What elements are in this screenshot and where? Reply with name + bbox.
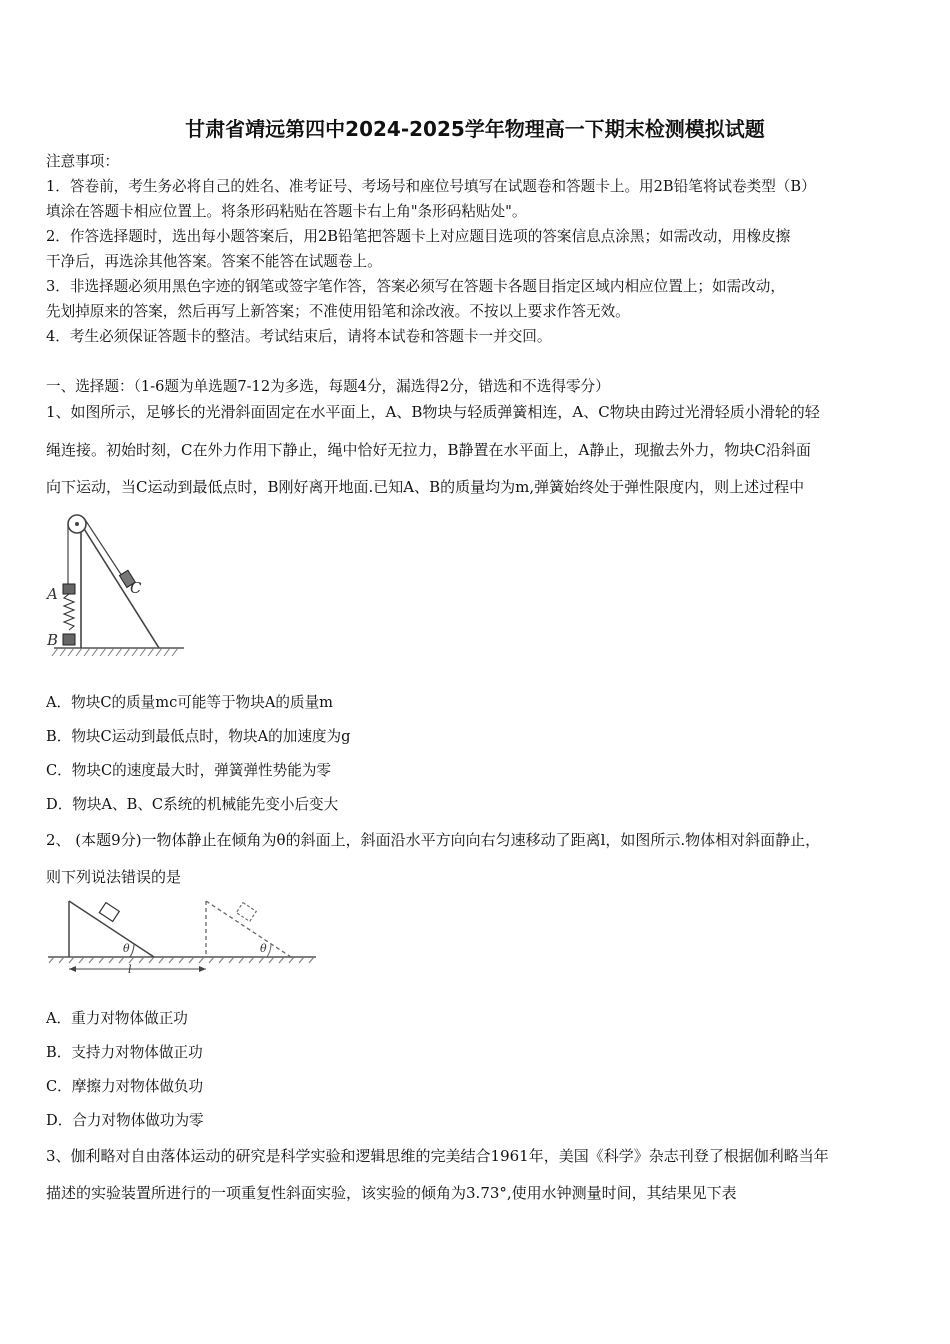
- notice-heading: 注意事项：: [46, 153, 119, 170]
- q2-option-c: C．摩擦力对物体做负功: [46, 1078, 204, 1095]
- label-B: B: [47, 631, 59, 649]
- label-theta-1: θ: [123, 942, 130, 955]
- q1-option-c: C．物块C的速度最大时，弹簧弹性势能为零: [46, 762, 332, 779]
- q1-option-a: A．物块C的质量mc可能等于物块A的质量m: [46, 694, 334, 711]
- page-title: 甘肃省靖远第四中2024-2025学年物理高一下期末检测模拟试题: [185, 117, 765, 141]
- q1-line-3: 向下运动，当C运动到最低点时，B刚好离开地面.已知A、B的质量均为m,弹簧始终处于弹性限度内，则上述过程中: [46, 478, 805, 496]
- notice-line-7: 4．考生必须保证答题卡的整洁。考试结束后，请将本试卷和答题卡一并交回。: [46, 328, 552, 345]
- notice-line-1: 1．答卷前，考生务必将自己的姓名、准考证号、考场号和座位号填写在试题卷和答题卡上。用2B铅笔将试卷类型（B）: [46, 178, 816, 195]
- notice-line-6: 先划掉原来的答案，然后再写上新答案；不准使用铅笔和涂改液。不按以上要求作答无效。: [46, 303, 630, 320]
- q1-line-2: 绳连接。初始时刻，C在外力作用下静止，绳中恰好无拉力，B静置在水平面上，A静止，现撤去外力，物块C沿斜面: [46, 441, 811, 459]
- q1-figure-incline-pulley: [44, 510, 189, 660]
- q3-line-1: 3、伽利略对自由落体运动的研究是科学实验和逻辑思维的完美结合1961年，美国《科学》杂志刊登了根据伽利略当年: [46, 1147, 829, 1165]
- q2-option-a: A．重力对物体做正功: [46, 1010, 188, 1027]
- q2-line-2: 则下列说法错误的是: [46, 868, 182, 886]
- q1-line-1: 1、如图所示，足够长的光滑斜面固定在水平面上，A、B物块与轻质弹簧相连，A、C物块由跨过光滑轻质小滑轮的轻: [46, 403, 820, 421]
- notice-line-4: 干净后，再选涂其他答案。答案不能答在试题卷上。: [46, 253, 382, 270]
- notice-line-2: 填涂在答题卡相应位置上。将条形码粘贴在答题卡右上角"条形码粘贴处"。: [46, 203, 527, 220]
- q2-option-b: B．支持力对物体做正功: [46, 1044, 203, 1061]
- label-l: l: [128, 963, 132, 976]
- label-theta-2: θ: [260, 942, 267, 955]
- label-A: A: [47, 585, 58, 603]
- notice-line-3: 2．作答选择题时，选出每小题答案后，用2B铅笔把答题卡上对应题目选项的答案信息点涂黑；如需改动，用橡皮擦: [46, 228, 791, 245]
- notice-line-5: 3．非选择题必须用黑色字迹的钢笔或签字笔作答，答案必须写在答题卡各题目指定区域内相应位置上；如需改动，: [46, 278, 785, 295]
- q1-option-b: B．物块C运动到最低点时，物块A的加速度为g: [46, 728, 351, 745]
- q1-option-d: D．物块A、B、C系统的机械能先变小后变大: [46, 796, 339, 813]
- label-C: C: [130, 579, 142, 597]
- section-heading: 一、选择题：（1-6题为单选题7-12为多选，每题4分，漏选得2分，错选和不选得零分）: [46, 378, 610, 395]
- q2-line-1: 2、 (本题9分)一物体静止在倾角为θ的斜面上，斜面沿水平方向向右匀速移动了距离l，如图所示.物体相对斜面静止，: [46, 831, 821, 849]
- q2-figure-moving-incline: [44, 895, 324, 980]
- q3-line-2: 描述的实验装置所进行的一项重复性斜面实验，该实验的倾角为3.73°,使用水钟测量时间，其结果见下表: [46, 1184, 737, 1202]
- q2-option-d: D．合力对物体做功为零: [46, 1112, 204, 1129]
